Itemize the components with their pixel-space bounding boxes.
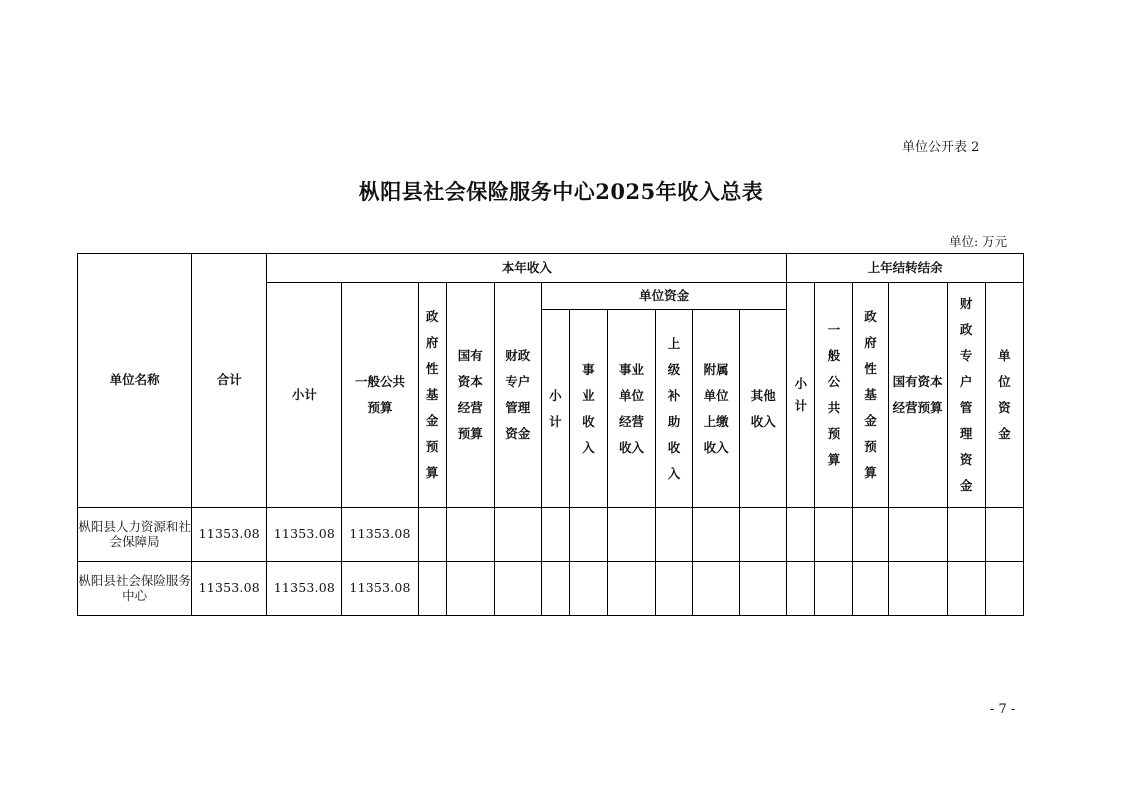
- row-general-budget: 11353.08: [342, 508, 418, 562]
- header-current-year-income: 本年收入: [267, 254, 787, 283]
- row-total: 11353.08: [192, 508, 267, 562]
- table-row: [78, 508, 1024, 562]
- header-cy-state-capital: 国有资本经营预算: [446, 283, 494, 508]
- header-uf-subtotal: 小计: [541, 310, 569, 508]
- row-subtotal: 11353.08: [267, 508, 342, 562]
- header-unit-funds: 单位资金: [541, 283, 787, 310]
- row-subtotal: 11353.08: [267, 562, 342, 616]
- header-total: 合计: [192, 254, 267, 508]
- header-cy-fiscal-special: 财政专户管理资金: [494, 283, 541, 508]
- header-py-unit-funds: 单位资金: [985, 283, 1023, 508]
- table-row: [78, 562, 1024, 616]
- page-title: 枞阳县社会保险服务中心2025年收入总表: [358, 179, 764, 204]
- header-prior-year-carryover: 上年结转结余: [787, 254, 1024, 283]
- header-py-state-capital: 国有资本经营预算: [888, 283, 947, 508]
- header-uf-other-income: 其他收入: [740, 310, 787, 508]
- header-uf-higher-subsidy: 上级补助收入: [656, 310, 693, 508]
- revenue-table: [77, 253, 1024, 616]
- header-cy-subtotal: 小计: [267, 283, 342, 508]
- row-general-budget: 11353.08: [342, 562, 418, 616]
- header-unit-name: 单位名称: [78, 254, 192, 508]
- header-uf-affiliated-remit: 附属单位上缴收入: [693, 310, 740, 508]
- row-total: 11353.08: [192, 562, 267, 616]
- page-number: - 7 -: [990, 702, 1016, 717]
- header-cy-gov-fund: 政府性基金预算: [418, 283, 446, 508]
- header-uf-operating-income: 事业单位经营收入: [607, 310, 655, 508]
- header-uf-business-income: 事业收入: [569, 310, 607, 508]
- header-py-general-budget: 一般公共预算: [815, 283, 853, 508]
- header-py-gov-fund: 政府性基金预算: [853, 283, 888, 508]
- header-cy-general-budget: 一般公共预算: [342, 283, 418, 508]
- header-py-subtotal: 小计: [787, 283, 815, 508]
- row-unit-name: 枞阳县人力资源和社会保障局: [78, 508, 192, 562]
- row-unit-name: 枞阳县社会保险服务中心: [78, 562, 192, 616]
- table-number-label: 单位公开表 2: [902, 140, 980, 155]
- header-py-fiscal-special: 财政专户管理资金: [947, 283, 985, 508]
- unit-label: 单位: 万元: [949, 234, 1008, 249]
